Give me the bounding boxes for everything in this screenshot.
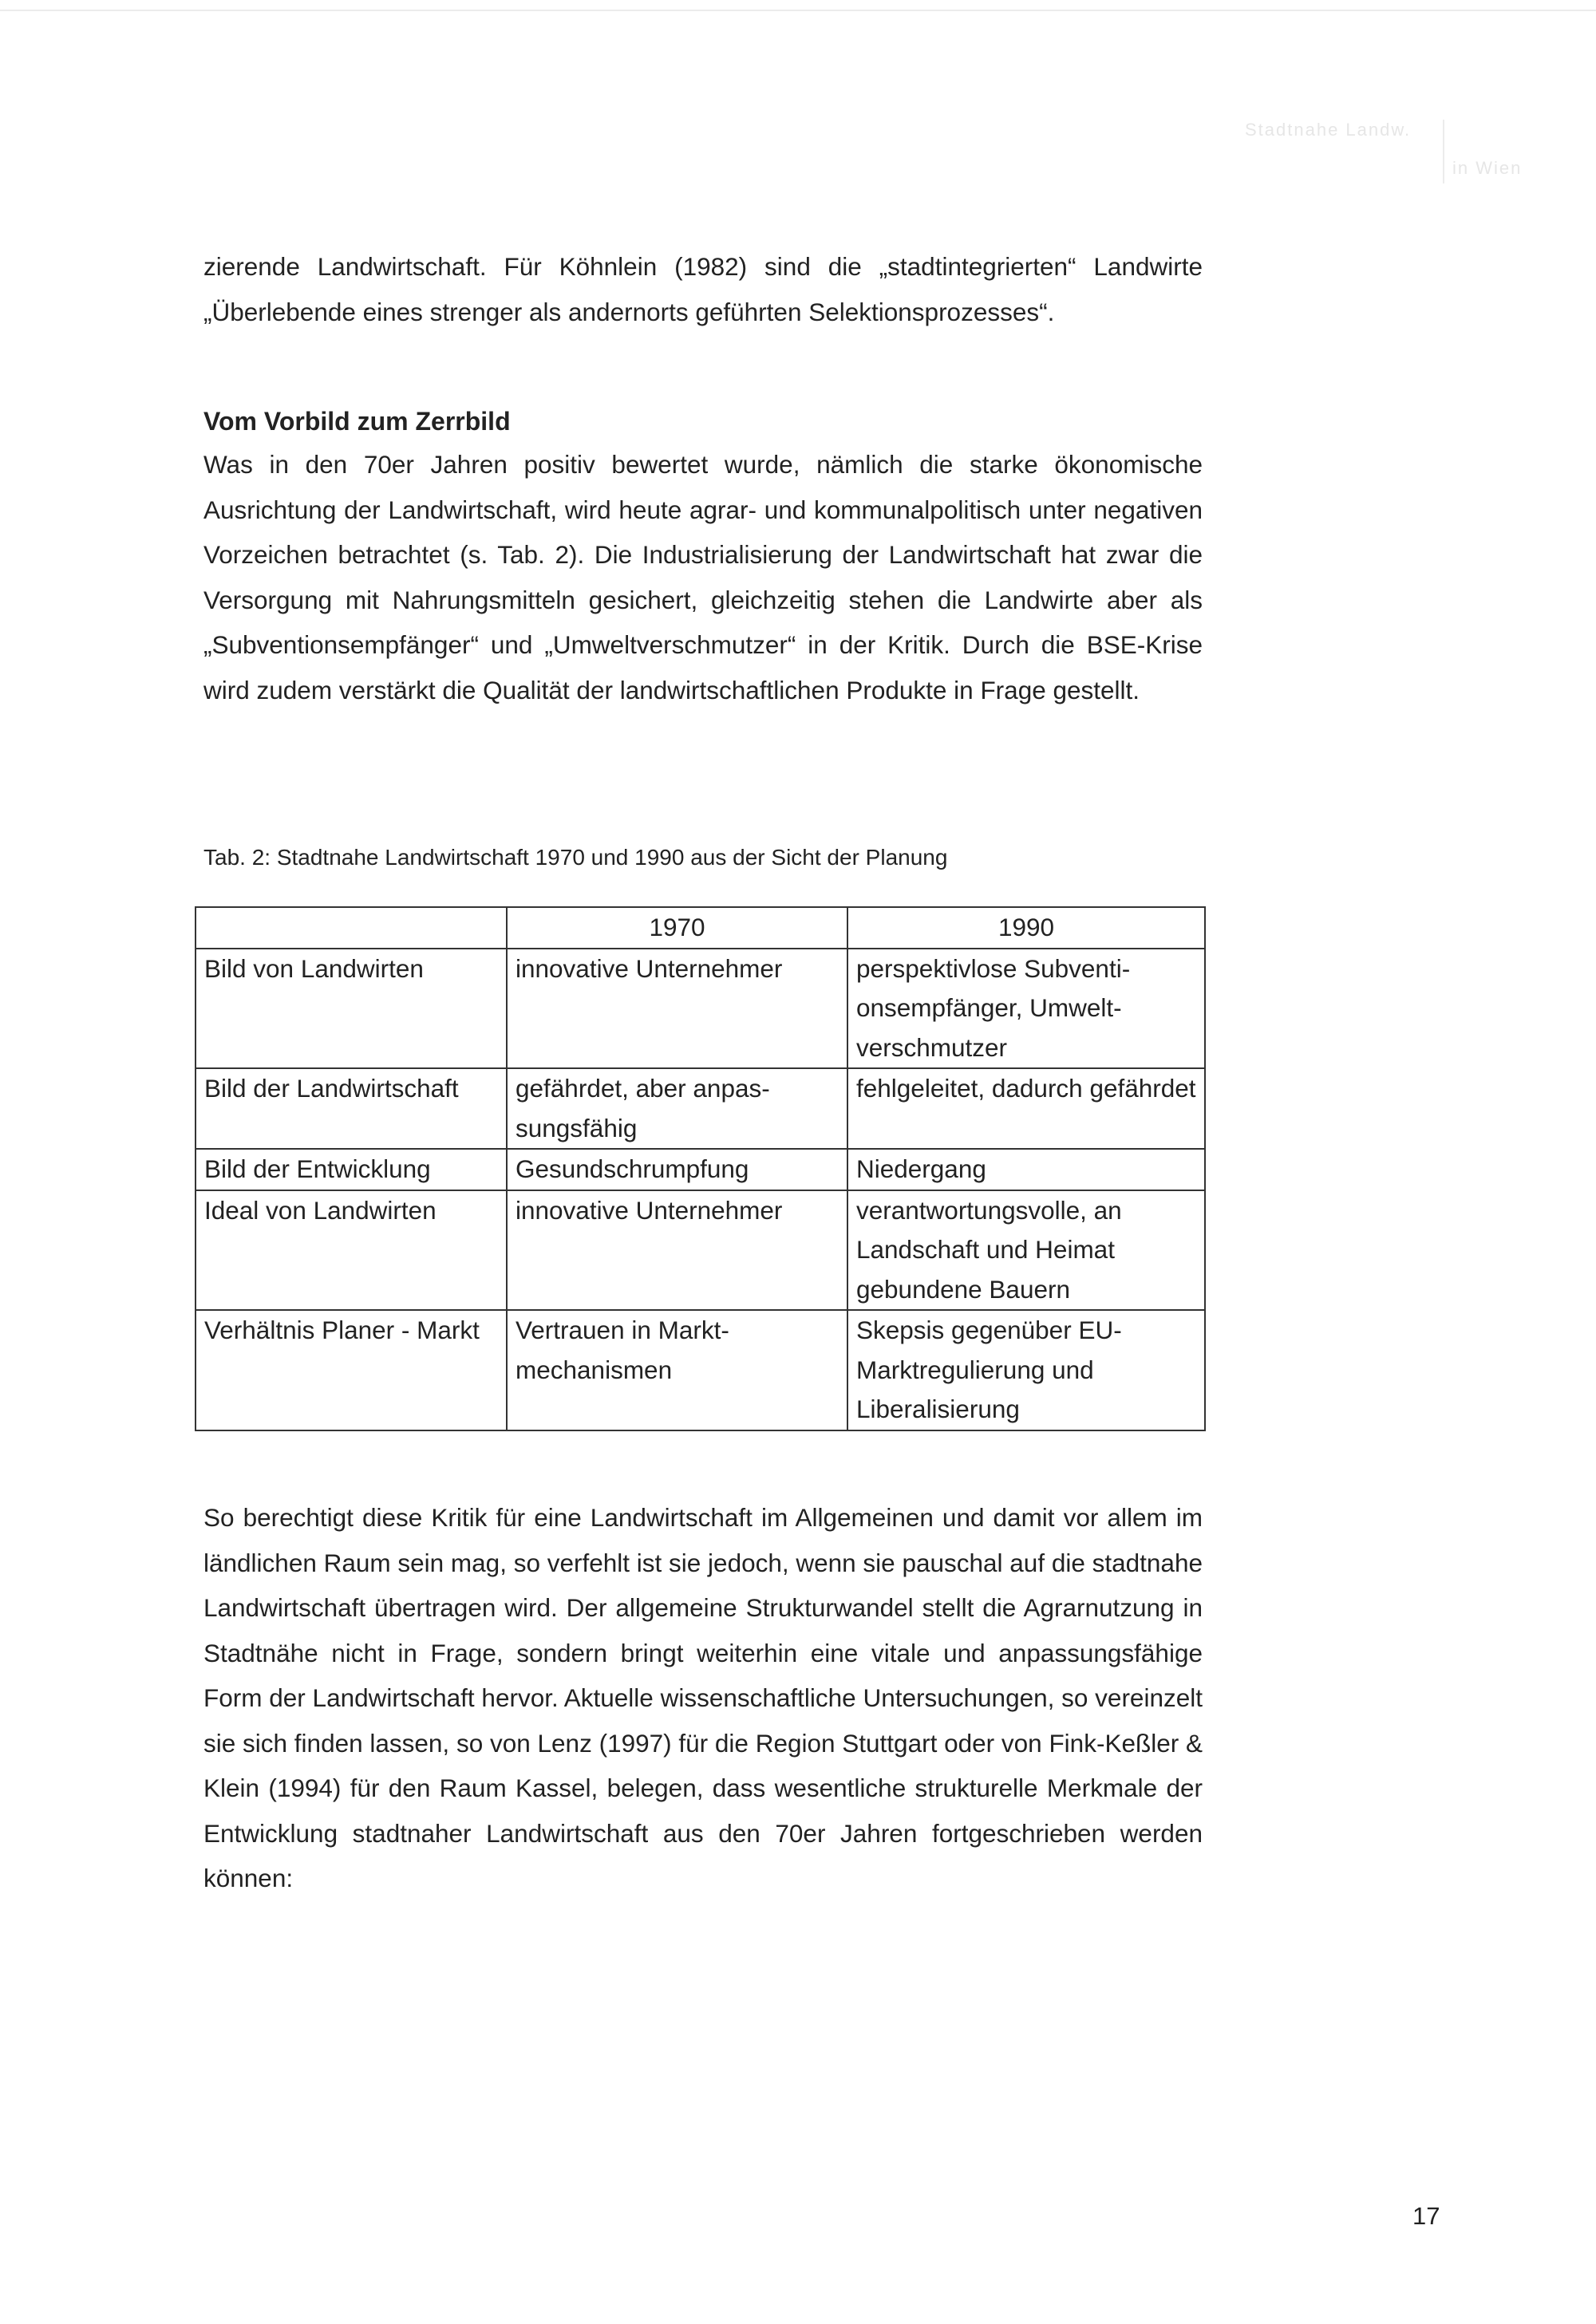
table-cell: verantwortungsvolle, an Landschaft und Heimat gebundene Bauern xyxy=(847,1190,1205,1311)
table-cell: innovative Unternehmer xyxy=(507,1190,847,1311)
faint-running-header-sub: in Wien xyxy=(1452,158,1523,178)
table-row xyxy=(196,1190,1205,1311)
paragraph-main: Was in den 70er Jahren positiv bewertet wurde, nämlich die starke ökonomische Ausrichtung der Landwirtschaft, wird heute agrar- und kommunalpolitisch unter negativen Vorzeichen betrachtet (s. Tab. 2). Die Industrialisierung der Landwirtschaft hat zwar die Versorgung mit Nahrungsmitteln gesichert, gleichzeitig stehen die Landwirte aber als „Subventionsempfänger“ und „Umweltverschmutzer“ in der Kritik. Durch die BSE-Krise wird zudem verstärkt die Qualität der landwirtschaftlichen Produkte in Frage gestellt. xyxy=(203,450,1203,704)
table-cell: Niedergang xyxy=(847,1149,1205,1190)
table-cell: Skepsis gegenüber EU-Marktregulierung und Liberalisierung xyxy=(847,1310,1205,1430)
table-caption: Tab. 2: Stadtnahe Landwirtschaft 1970 und 1990 aus der Sicht der Planung xyxy=(203,845,948,870)
paragraph-conclusion: So berechtigt diese Kritik für eine Landwirtschaft im Allgemeinen und damit vor allem im ländlichen Raum sein mag, so verfehlt ist sie jedoch, wenn sie pauschal auf die stadtnahe Landwirtschaft übertragen wird. Der allgemeine Strukturwandel stellt die Agrarnutzung in Stadtnähe nicht in Frage, sondern bringt weiterhin eine vitale und anpassungsfähige Form der Landwirtschaft hervor. Aktuelle wissenschaftliche Untersuchungen, so vereinzelt sie sich finden lassen, so von Lenz (1997) für die Region Stuttgart oder von Fink-Keßler & Klein (1994) für den Raum Kassel, belegen, dass wesentliche strukturelle Merkmale der Entwicklung stadtnaher Landwirtschaft aus den 70er Jahren fortgeschrieben werden können: xyxy=(203,1503,1203,1892)
header-divider xyxy=(1443,120,1444,183)
table-cell: Vertrauen in Marktmechanismen xyxy=(507,1310,847,1430)
table-cell: fehlgeleitet, dadurch gefährdet xyxy=(847,1068,1205,1149)
table-cell: innovative Unternehmer xyxy=(507,949,847,1069)
table-header-cell: 1990 xyxy=(847,907,1205,949)
table-cell: Bild der Landwirtschaft xyxy=(196,1068,507,1149)
table-cell: gefährdet, aber anpassungsfähig xyxy=(507,1068,847,1149)
table-header-cell: 1970 xyxy=(507,907,847,949)
paragraph-intro: zierende Landwirtschaft. Für Köhnlein (1982) sind die „stadtintegrierten“ Landwirte „Überlebende eines strenger als andernorts geführten Selektionsprozesses“. xyxy=(203,252,1203,326)
table-cell: perspektivlose Subventionsempfänger, Umweltverschmutzer xyxy=(847,949,1205,1069)
table-row xyxy=(196,1310,1205,1430)
table-cell: Verhältnis Planer - Markt xyxy=(196,1310,507,1430)
table-row xyxy=(196,949,1205,1069)
table-cell: Gesundschrumpfung xyxy=(507,1149,847,1190)
table-header-row xyxy=(196,907,1205,949)
table-row xyxy=(196,1149,1205,1190)
comparison-table xyxy=(195,906,1206,1431)
page-number: 17 xyxy=(1412,2202,1440,2230)
section-heading: Vom Vorbild zum Zerrbild xyxy=(203,407,511,436)
table-header-cell xyxy=(196,907,507,949)
scan-edge-line xyxy=(0,10,1596,11)
table-cell: Bild der Entwicklung xyxy=(196,1149,507,1190)
table-row xyxy=(196,1068,1205,1149)
table-cell: Ideal von Landwirten xyxy=(196,1190,507,1311)
table-cell: Bild von Landwirten xyxy=(196,949,507,1069)
faint-running-header: Stadtnahe Landw. xyxy=(1245,120,1412,140)
